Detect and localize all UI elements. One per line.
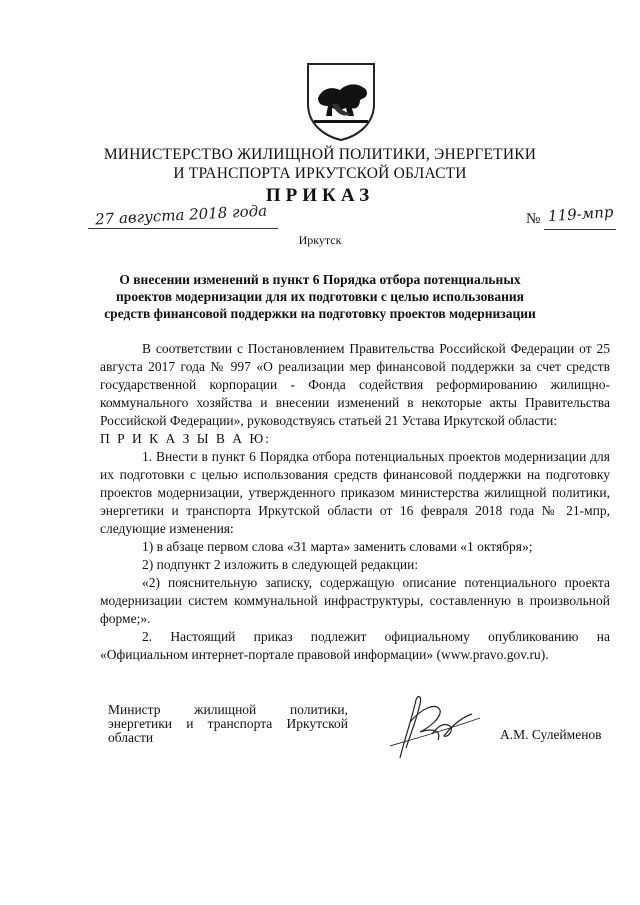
ministry-line-2: И ТРАНСПОРТА ИРКУТСКОЙ ОБЛАСТИ [173,165,467,182]
heading-line-3: средств финансовой поддержки на подготовку проектов модернизации [104,306,536,321]
city: Иркутск [298,233,342,247]
ministry-name [0,145,640,183]
irkutsk-coat-of-arms-icon [302,58,380,142]
signer-name: А.М. Сулейменов [500,727,602,742]
ministry-line-1: МИНИСТЕРСТВО ЖИЛИЩНОЙ ПОЛИТИКИ, ЭНЕРГЕТИКИ [103,146,537,163]
heading-line-2: проектов модернизации для их подготовки с целью использования [116,289,524,304]
number-underline [544,229,616,230]
item-1-quote: «2) пояснительную записку, содержащую описание потенциального проекта модернизации систем коммунальной инфраструктуры, составленную в произвольной форме;». [100,575,610,626]
order-number-label: № [526,211,541,227]
order-number: 119-мпр [547,202,614,226]
signer-position: Министр жилищной политики, энергетики и транспорта Иркутской области [108,702,348,745]
preamble-paragraph: В соответствии с Постановлением Правительства Российской Федерации от 25 августа 2017 года № 997 «О реализации мер финансовой поддержки за счет средств государственной корпорации - Фонда содействия реформированию жилищно-коммунального хозяйства и внесении изменений в некоторые акты Правительства Российской Федерации», руководствуясь статьей 21 Устава Иркутской области: [100,341,610,428]
item-1-paragraph: 1. Внести в пункт 6 Порядка отбора потенциальных проектов модернизации для их подготовки с целью использования средств финансовой поддержки на подготовку проектов модернизации, утвержденного приказом министерства жилищной политики, энергетики и транспорта Иркутской области от 16 февраля 2018 года № 21-мпр, следующие изменения: [100,449,610,536]
item-1-subitem-1: 1) в абзаце первом слова «31 марта» заменить словами «1 октября»; [142,539,533,554]
heading-line-1: О внесении изменений в пункт 6 Порядка отбора потенциальных [119,272,521,287]
order-heading [80,271,560,322]
date-underline [88,228,278,229]
item-2-paragraph: 2. Настоящий приказ подлежит официальному опубликованию на «Официальном интернет-портале правовой информации» (www.pravo.gov.ru). [100,629,610,662]
order-body [100,340,610,664]
order-date: 27 августа 2018 года [94,201,268,229]
document-type: ПРИКАЗ [265,185,375,206]
orders-word: П Р И К А З Ы В А Ю: [100,431,272,446]
handwritten-signature [380,688,490,763]
item-1-subitem-2: 2) подпункт 2 изложить в следующей редакции: [142,557,419,572]
